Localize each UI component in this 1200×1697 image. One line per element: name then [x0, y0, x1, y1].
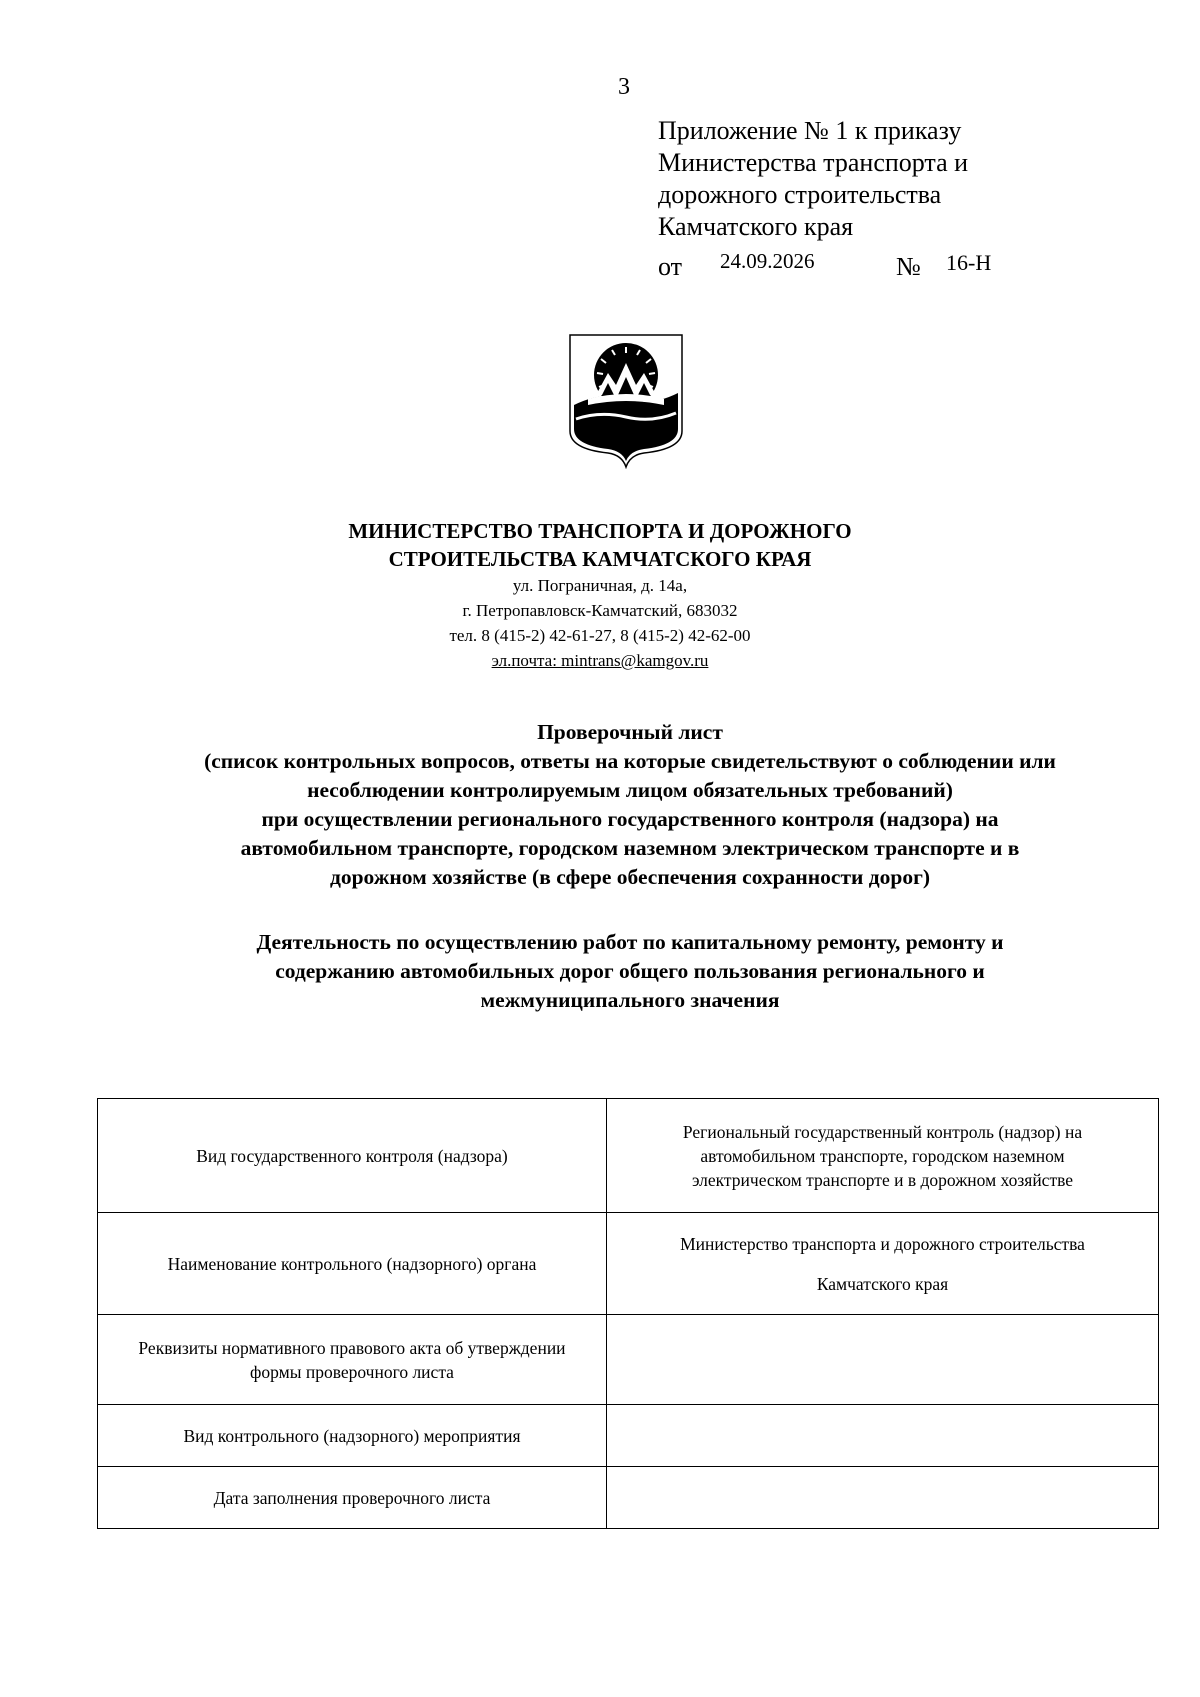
- table-cell-value[interactable]: [607, 1405, 1159, 1467]
- table-row: [98, 1099, 1159, 1213]
- order-date: 24.09.2026: [720, 249, 815, 273]
- checklist-heading: [0, 718, 1200, 892]
- order-number: 16-Н: [946, 250, 992, 275]
- table-row: [98, 1467, 1159, 1529]
- table-cell-value[interactable]: [607, 1315, 1159, 1405]
- ministry-name: СТРОИТЕЛЬСТВА КАМЧАТСКОГО КРАЯ: [388, 547, 812, 571]
- table-row: [98, 1213, 1159, 1315]
- table-row: [98, 1315, 1159, 1405]
- table-cell-value: Министерство транспорта и дорожного строительства Камчатского края: [607, 1213, 1159, 1315]
- order-details: [658, 245, 992, 281]
- activity-heading: [0, 928, 1200, 1015]
- activity-line: Деятельность по осуществлению работ по капитальному ремонту, ремонту и: [256, 930, 1004, 954]
- table-cell-value: Региональный государственный контроль (надзор) на автомобильном транспорте, городском наземном электрическом транспорте и в дорожном хозяйстве: [607, 1099, 1159, 1213]
- appendix-block: [658, 115, 992, 281]
- ministry-header: [0, 517, 1200, 673]
- table-cell-label: Вид государственного контроля (надзора): [98, 1099, 607, 1213]
- table-cell-label: Вид контрольного (надзорного) мероприятия: [98, 1405, 607, 1467]
- table-cell-label: Дата заполнения проверочного листа: [98, 1467, 607, 1529]
- kamchatka-coat-of-arms-icon: [568, 333, 684, 469]
- appendix-line: Министерства транспорта и: [658, 148, 969, 177]
- appendix-line: Приложение № 1 к приказу: [658, 116, 962, 145]
- checklist-line: автомобильном транспорте, городском наземном электрическом транспорте и в: [240, 836, 1020, 860]
- checklist-line: несоблюдении контролируемым лицом обязательных требований): [307, 778, 953, 802]
- appendix-line: Камчатского края: [658, 212, 854, 241]
- table-cell-value[interactable]: [607, 1467, 1159, 1529]
- from-label: от: [658, 252, 683, 281]
- ministry-name: МИНИСТЕРСТВО ТРАНСПОРТА И ДОРОЖНОГО: [348, 519, 852, 543]
- number-label: №: [896, 252, 921, 281]
- table-row: [98, 1405, 1159, 1467]
- checklist-line: дорожном хозяйстве (в сфере обеспечения сохранности дорог): [329, 865, 931, 889]
- ministry-email-link[interactable]: эл.почта: mintrans@kamgov.ru: [491, 651, 709, 670]
- ministry-phone: тел. 8 (415-2) 42-61-27, 8 (415-2) 42-62-00: [449, 626, 751, 645]
- info-table: [97, 1098, 1159, 1529]
- checklist-line: (список контрольных вопросов, ответы на которые свидетельствуют о соблюдении или: [204, 749, 1056, 773]
- ministry-city: г. Петропавловск-Камчатский, 683032: [462, 601, 738, 620]
- activity-line: межмуниципального значения: [480, 988, 780, 1012]
- appendix-line: дорожного строительства: [658, 180, 942, 209]
- page-number: 3: [618, 74, 630, 100]
- table-cell-label: Реквизиты нормативного правового акта об утверждении формы проверочного листа: [98, 1315, 607, 1405]
- checklist-line: при осуществлении регионального государственного контроля (надзора) на: [261, 807, 999, 831]
- ministry-street: ул. Пограничная, д. 14а,: [512, 576, 688, 595]
- checklist-title: Проверочный лист: [537, 720, 723, 744]
- activity-line: содержанию автомобильных дорог общего пользования регионального и: [275, 959, 985, 983]
- table-cell-label: Наименование контрольного (надзорного) органа: [98, 1213, 607, 1315]
